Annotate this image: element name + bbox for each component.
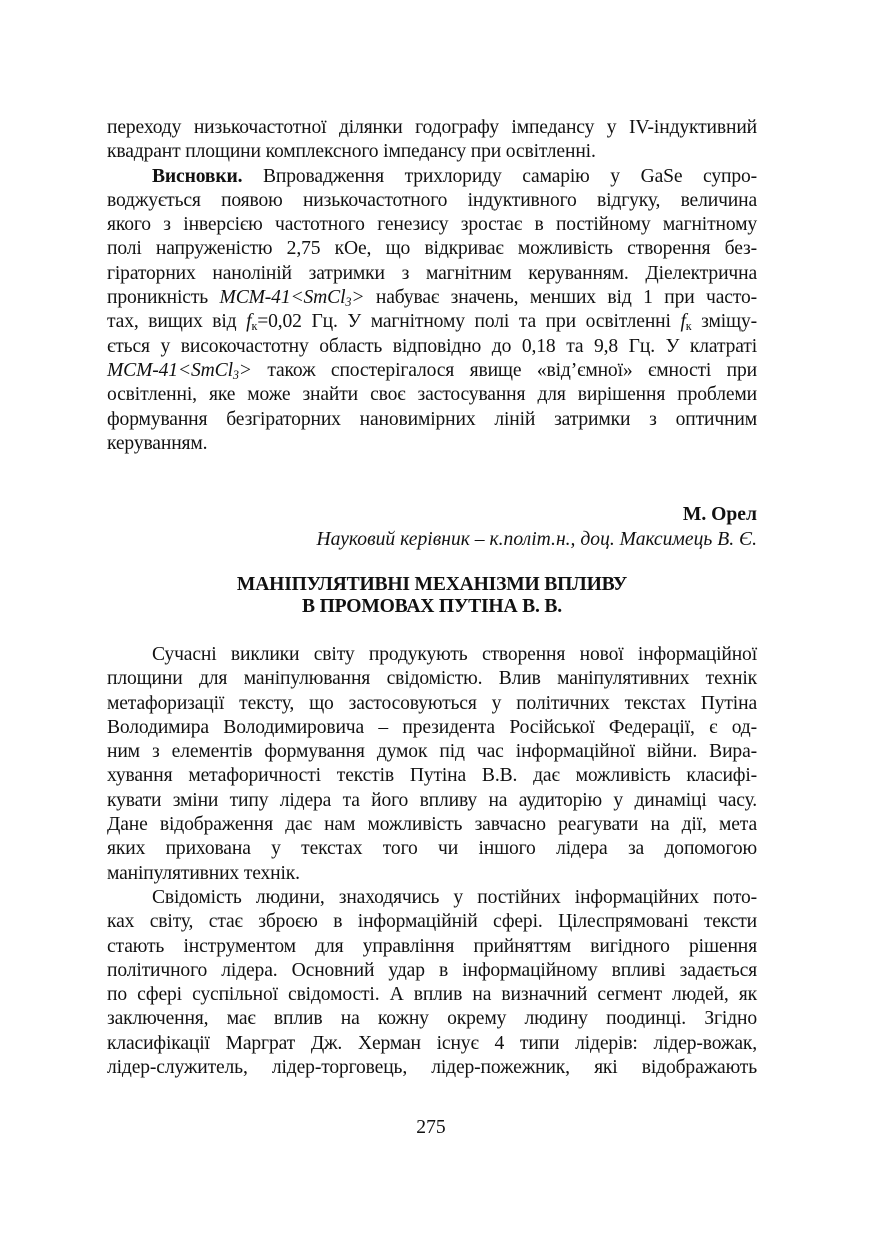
text-line: стають інструментом для управління прийняттям вигідного рішення [107, 935, 757, 957]
text-line: переходу низькочастотної ділянки годографу імпедансу у IV-індуктивний [107, 117, 757, 138]
text-line: класифікації Марграт Дж. Херман існує 4 типи лідерів: лідер-вожак, [107, 1032, 757, 1054]
text-line: полі напруженістю 2,75 кОе, що відкриває можливість створення без- [107, 238, 757, 260]
chemical-formula: MCM-41<SmCl$_3$> [219, 287, 365, 310]
author-block [107, 502, 757, 552]
text-line: Дане відображення дає нам можливість завчасно реагувати на дії, мета [107, 814, 757, 836]
supervisor-line: Науковий керівник – к.політ.н., доц. Максимець В. Є. [316, 529, 757, 550]
text-line: Сучасні виклики світу продукують створення нової інформаційної [152, 644, 757, 665]
text-line: політичного лідера. Основний удар в інформаційному впливі задається [107, 959, 757, 981]
paragraph [107, 643, 757, 886]
text-line: MCM-41<SmCl$_3$> також спостерігалося явище «від’ємної» ємності при [107, 359, 757, 382]
frequency-symbol: f [246, 311, 252, 333]
text-line: ється у високочастотну область відповідно до 0,18 та 9,8 Гц. У клатраті [107, 335, 757, 357]
text-line: Свідомість людини, знаходячись у постійних інформаційних пото- [152, 887, 757, 908]
text-line: ним з елементів формування думок під час інформаційної війни. Вира- [107, 741, 757, 763]
text-line: керуванням. [107, 432, 208, 454]
text-line: проникність MCM-41<SmCl$_3$> набуває значень, менших від 1 при часто- [107, 287, 757, 310]
article-title [107, 574, 757, 618]
paragraph [107, 886, 757, 1080]
text-line: кувати зміни типу лідера та його впливу на аудиторію у динаміці часу. [107, 789, 757, 811]
text-line: ках світу, стає зброєю в інформаційній сфері. Цілеспрямовані тексти [107, 911, 757, 933]
text-line: метафоризації тексту, що застосовуються у політичних текстах Путіна [107, 692, 757, 714]
author-name: М. Орел [682, 504, 757, 525]
text-line: тах, вищих від $f_к=0,02$ Гц. У магнітному полі та при освітленні $f_к$ зміщу- [107, 311, 757, 334]
text-line: воджується появою низькочастотного індуктивного відгуку, величина [107, 189, 757, 211]
conclusions-label: Висновки. [152, 165, 243, 187]
text-line: маніпулятивних технік. [107, 862, 300, 884]
text-line: квадрант площини комплексного імпедансу при освітленні. [107, 141, 596, 163]
text-line: по сфері суспільної свідомості. А вплив на визначний сегмент людей, як [107, 984, 757, 1006]
conclusions-section [107, 116, 757, 456]
text-line: Висновки. Впровадження трихлориду самарію у GaSe супро- [152, 165, 757, 187]
text-line: гіраторних наноліній затримки з магнітним керуванням. Діелектрична [107, 262, 757, 284]
text-line: яких прихована у текстах того чи іншого лідера за допомогою [107, 838, 757, 860]
title-line: В ПРОМОВАХ ПУТІНА В. В. [302, 596, 562, 617]
frequency-symbol: f [680, 311, 686, 333]
text-line: заключення, має вплив на кожну окрему людину поодинці. Згідно [107, 1008, 757, 1030]
text-line: формування безгіраторних нановимірних ліній затримки з оптичним [107, 408, 757, 430]
chemical-formula: MCM-41<SmCl$_3$> [107, 359, 252, 382]
text-line: Володимира Володимировича – президента Російської Федерації, є од- [107, 716, 757, 738]
page-number: 275 [416, 1117, 446, 1138]
text-line: хування метафоричності текстів Путіна В.В. дає можливість класифі- [107, 765, 757, 787]
text-line: якого з інверсією частотного генезису зростає в постійному магнітному [107, 214, 757, 236]
title-line: МАНІПУЛЯТИВНІ МЕХАНІЗМИ ВПЛИВУ [236, 574, 628, 595]
text-line: лідер-служитель, лідер-торговець, лідер-пожежник, які відображають [107, 1057, 757, 1079]
text-line: площини для маніпулювання свідомістю. Влив маніпулятивних технік [107, 668, 757, 690]
text-line: освітленні, яке може знайти своє застосування для вирішення проблеми [107, 384, 757, 406]
